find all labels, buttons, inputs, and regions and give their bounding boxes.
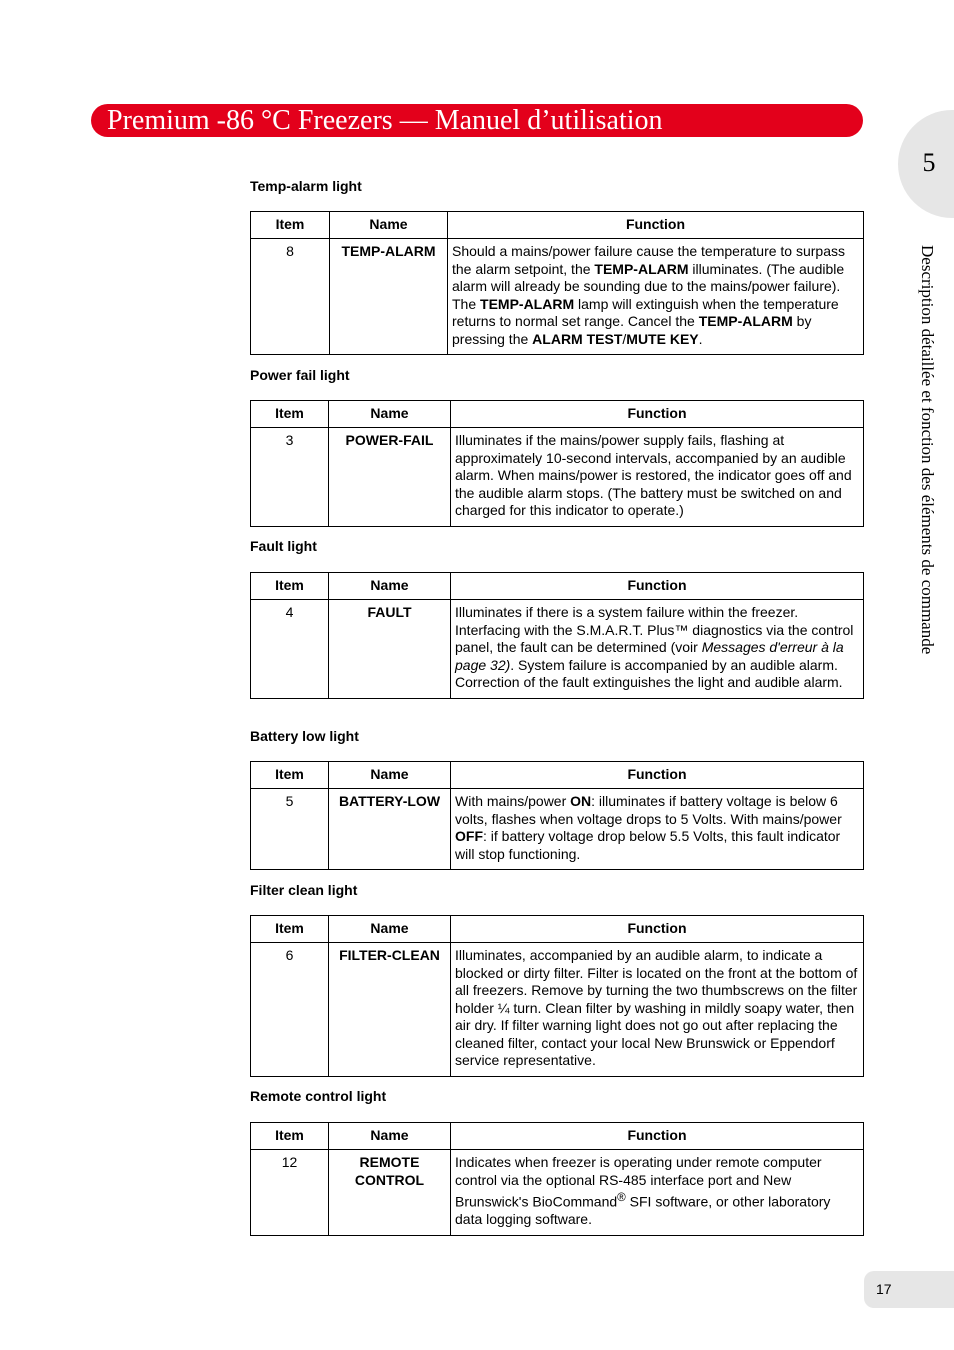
superscript-run: ®: [617, 1191, 626, 1204]
bold-text-run: OFF: [455, 828, 483, 844]
col-header-item: Item: [251, 573, 329, 600]
text-run: lamp will extinguish when the temperature returns to normal set range. Cancel the: [452, 295, 839, 329]
table-row: [251, 428, 864, 527]
section-title-filter-clean: Filter clean light: [250, 882, 358, 898]
col-header-function: Function: [451, 762, 864, 789]
cell-name: TEMP-ALARM: [330, 239, 448, 355]
col-header-name: Name: [329, 1123, 451, 1150]
col-header-function: Function: [451, 1123, 864, 1150]
bold-text-run: TEMP-ALARM: [698, 313, 793, 329]
cell-item: 6: [251, 943, 329, 1077]
cell-function: [451, 428, 864, 527]
section-title-power-fail: Power fail light: [250, 367, 350, 383]
section-title-temp-alarm: Temp-alarm light: [250, 178, 362, 194]
text-run: .: [698, 330, 703, 347]
table-header-row: [251, 401, 864, 428]
table-header-row: [251, 916, 864, 943]
text-run: With mains/power: [455, 793, 571, 809]
text-run: Illuminates if the mains/power supply fails, flashing at approximately 10-second intervals, accompanied by an audible alarm. When mains/power is restored, the indicator goes off and the audible alarm stops. (The battery must be switched on and charged for this indicator to operate.): [455, 432, 852, 518]
section-title-fault: Fault light: [250, 538, 317, 554]
table-header-row: [251, 212, 864, 239]
bold-text-run: MUTE KEY: [626, 330, 699, 347]
cell-name: REMOTE CONTROL: [329, 1150, 451, 1236]
cell-item: 5: [251, 789, 329, 870]
text-run: Should a mains/power failure cause the temperature to surpass the alarm setpoint, the: [452, 243, 845, 277]
col-header-item: Item: [251, 1123, 329, 1150]
table-row: [251, 1150, 864, 1236]
cell-name: BATTERY-LOW: [329, 789, 451, 870]
col-header-item: Item: [251, 762, 329, 789]
cell-name: POWER-FAIL: [329, 428, 451, 527]
table-filter-clean: [250, 915, 864, 1077]
table-row: [251, 943, 864, 1077]
col-header-name: Name: [329, 401, 451, 428]
page-header-bar: [91, 104, 863, 137]
table-battery-low: [250, 761, 864, 870]
cell-function: [448, 239, 864, 355]
text-run: Indicates when freezer is operating under remote computer control via the optional RS-485 interface port and New Brunswick's BioCommand: [455, 1154, 822, 1210]
col-header-name: Name: [329, 573, 451, 600]
header-title: Premium -86 °C Freezers — Manuel d’utilisation: [107, 105, 663, 136]
text-run: : if battery voltage drop below 5.5 Volts, this fault indicator will stop functioning.: [455, 828, 841, 862]
italic-text-run: Messages d'erreur à la page 32): [455, 639, 844, 673]
table-remote-control: [250, 1122, 864, 1236]
col-header-item: Item: [251, 401, 329, 428]
col-header-function: Function: [451, 916, 864, 943]
cell-function: [451, 789, 864, 870]
cell-name: FILTER-CLEAN: [329, 943, 451, 1077]
text-run: Illuminates if there is a system failure within the freezer. Interfacing with the S.M.A.R.T. Plus™ diagnostics via the control panel, the fault can be determined (voir: [455, 604, 854, 655]
bold-text-run: ON: [570, 793, 592, 809]
col-header-function: Function: [451, 401, 864, 428]
cell-function: [451, 600, 864, 699]
table-row: [251, 789, 864, 870]
bold-text-run: TEMP-ALARM: [480, 295, 575, 312]
section-title-battery-low: Battery low light: [250, 728, 359, 744]
chapter-side-title: Description détaillée et fonction des éléments de commande: [918, 245, 937, 655]
col-header-name: Name: [329, 762, 451, 789]
page-number: 17: [876, 1281, 892, 1297]
col-header-name: Name: [329, 916, 451, 943]
text-run: . System failure is accompanied by an audible alarm. Correction of the fault extinguishes the light and audible alarm.: [455, 656, 843, 690]
table-power-fail: [250, 400, 864, 527]
cell-name: FAULT: [329, 600, 451, 699]
text-run: /: [622, 330, 627, 347]
cell-item: 4: [251, 600, 329, 699]
table-header-row: [251, 1123, 864, 1150]
section-title-remote-control: Remote control light: [250, 1088, 387, 1104]
col-header-function: Function: [448, 212, 864, 239]
text-run: illuminates. (The audible alarm will already be sounding due to the mains/power failure). The: [452, 260, 845, 312]
table-temp-alarm: [250, 211, 864, 355]
text-run: : illuminates if battery voltage is below 6 volts, flashes when voltage drops to 5 Volts. With mains/power: [455, 793, 842, 827]
table-row: [251, 600, 864, 699]
text-run: by pressing the: [452, 313, 812, 347]
text-run: Illuminates, accompanied by an audible alarm, to indicate a blocked or dirty filter. Filter is located on the front at the bottom of all freezers. Remove by turning the two thumbscrews on the filter holder ¼ turn. Clean filter by washing in mildly soapy water, then air dry. If filter warning light does not go out after replacing the cleaned filter, contact your local New Brunswick or Eppendorf service representative.: [455, 947, 858, 1068]
col-header-function: Function: [451, 573, 864, 600]
col-header-item: Item: [251, 212, 330, 239]
cell-function: [451, 1150, 864, 1236]
cell-item: 8: [251, 239, 330, 355]
table-header-row: [251, 762, 864, 789]
table-row: [251, 239, 864, 355]
bold-text-run: ALARM TEST: [532, 330, 623, 347]
chapter-number: 5: [922, 148, 936, 177]
cell-item: 3: [251, 428, 329, 527]
bold-text-run: TEMP-ALARM: [594, 260, 689, 277]
table-header-row: [251, 573, 864, 600]
cell-function: [451, 943, 864, 1077]
col-header-item: Item: [251, 916, 329, 943]
cell-item: 12: [251, 1150, 329, 1236]
table-fault: [250, 572, 864, 699]
col-header-name: Name: [330, 212, 448, 239]
text-run: SFI software, or other laboratory data logging software.: [455, 1193, 831, 1228]
